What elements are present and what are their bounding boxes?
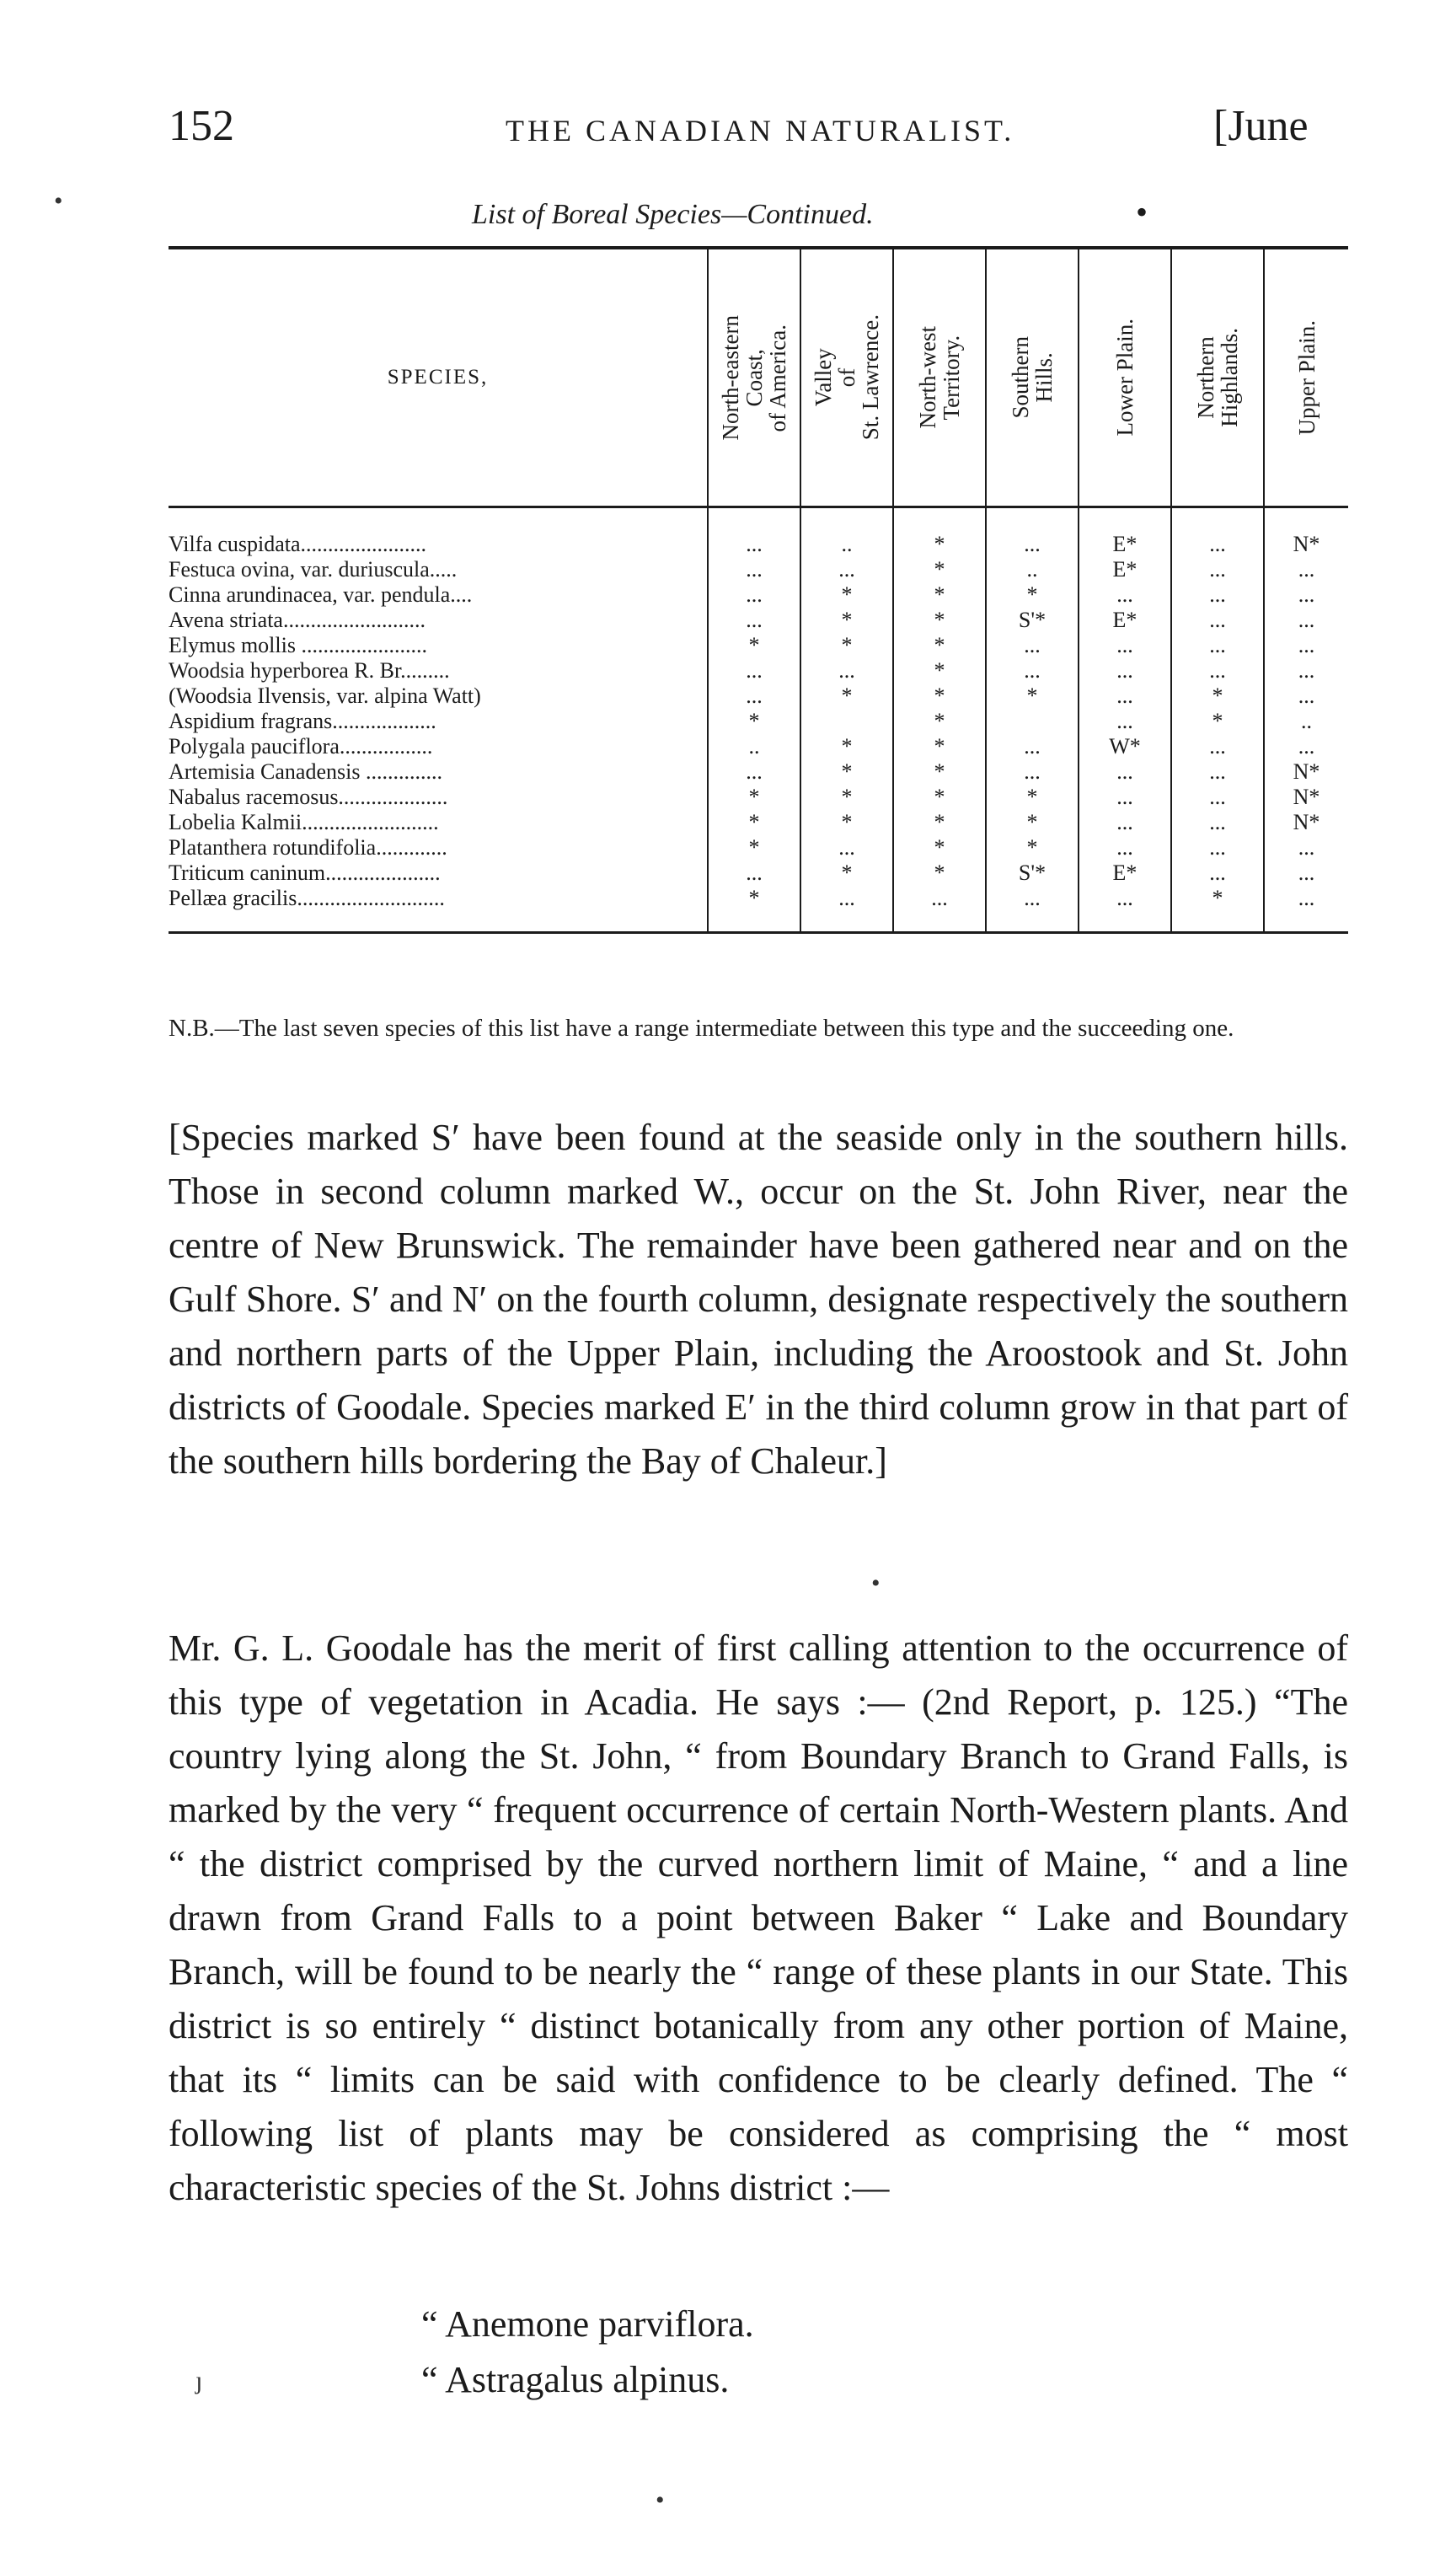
range-cell: * [986,582,1079,608]
range-cell: * [986,835,1079,860]
range-cell: W* [1079,734,1171,759]
range-cell: ... [1079,886,1171,933]
range-cell: .. [1264,709,1348,734]
species-name: Nabalus racemosus.................... [169,785,448,809]
range-cell: * [800,734,893,759]
range-cell: * [986,684,1079,709]
species-name: Polygala pauciflora................. [169,734,433,759]
range-cell: ... [986,886,1079,933]
table-row [169,810,1348,835]
table-row [169,709,1348,734]
table-row [169,633,1348,658]
species-name: Aspidium fragrans................... [169,709,436,733]
range-cell: ... [1171,658,1264,684]
range-cell: * [893,810,986,835]
running-title: THE CANADIAN NATURALIST. [506,114,1015,147]
range-cell: ... [1171,810,1264,835]
range-cell: * [893,582,986,608]
range-cell: * [800,684,893,709]
range-cell: ... [800,835,893,860]
range-cell: * [1171,709,1264,734]
column-header [708,248,800,507]
species-name: Woodsia hyperborea R. Br......... [169,658,450,683]
range-cell: * [893,759,986,785]
range-cell: * [893,633,986,658]
range-cell: ... [1264,557,1348,582]
range-cell: E* [1079,557,1171,582]
range-cell: ... [708,860,800,886]
range-cell: ... [986,507,1079,558]
range-cell: * [708,886,800,933]
column-header-label: North-eastern Coast, of America. [718,314,790,441]
range-cell: ... [708,557,800,582]
range-cell: ... [986,633,1079,658]
range-cell: .. [986,557,1079,582]
species-column-header: SPECIES, [169,248,708,507]
table-row [169,582,1348,608]
range-cell: ... [800,557,893,582]
table-row [169,557,1348,582]
table-caption: List of Boreal Species—Continued. [472,199,874,230]
range-cell: ... [1171,582,1264,608]
range-cell: ... [800,658,893,684]
range-cell: * [893,608,986,633]
range-cell: ... [1079,709,1171,734]
range-cell: ... [1264,860,1348,886]
range-cell: * [800,785,893,810]
range-cell: * [893,709,986,734]
species-name: Pellæa gracilis........................... [169,886,708,933]
column-header-label: Southern Hills. [1008,336,1057,419]
range-cell: ... [1264,835,1348,860]
species-name: Elymus mollis ....................... [169,633,427,657]
column-header-label: North-west Territory. [915,326,964,429]
stray-dot-mark: • [656,2486,665,2514]
table-row [169,658,1348,684]
table-header-row [169,248,1348,507]
species-name: Festuca ovina, var. duriuscula..... [169,557,458,582]
species-table [169,246,1348,934]
range-cell: * [893,835,986,860]
table-row [169,734,1348,759]
range-cell: ... [1079,684,1171,709]
range-cell: * [708,709,800,734]
plant-list-item: “ Anemone parviflora. [421,2303,754,2345]
range-cell: ... [1171,860,1264,886]
margin-tick-mark: ȷ [195,2367,203,2394]
caption-mark: • [1136,193,1148,231]
issue-month: [June [1213,102,1309,150]
range-cell: * [1171,684,1264,709]
range-cell: * [708,810,800,835]
range-cell: ... [1171,734,1264,759]
range-cell: N* [1264,785,1348,810]
range-cell: ... [1171,759,1264,785]
range-cell: * [800,582,893,608]
column-header [893,248,986,507]
range-cell: * [800,860,893,886]
range-cell: ... [1079,835,1171,860]
range-cell: S'* [986,860,1079,886]
range-cell: .. [800,507,893,558]
species-name: Cinna arundinacea, var. pendula.... [169,582,473,607]
column-header-label: Valley of St. Lawrence. [811,314,883,441]
plant-list-item: “ Astragalus alpinus. [421,2359,730,2400]
range-cell: N* [1264,507,1348,558]
range-cell: S'* [986,608,1079,633]
range-cell: E* [1079,608,1171,633]
range-cell: * [800,810,893,835]
range-cell: ... [708,658,800,684]
paragraph-goodale-quote: Mr. G. L. Goodale has the merit of first calling attention to the occurrence of this type of vegetation in Acadia. He says :— (2nd Report, p. 125.) “The country lying along the St. John, “ from Boundary Branch to Grand Falls, is marked by the very “ frequent occurrence of certain North-Western plants. And “ the district comprised by the curved northern limit of Maine, “ and a line drawn from Grand Falls to a point between Baker “ Lake and Boundary Branch, will be found to be nearly the “ range of these plants in our State. This district is so entirely “ distinct botanically from any other portion of Maine, that its “ limits can be said with confidence to be clearly defined. The “ following list of plants may be considered as comprising the “ most characteristic species of the St. Johns district :— [169,1627,1348,2208]
paragraph-species-marks: [Species marked S′ have been found at the seaside only in the southern hills. Those in second column marked W., occur on the St. John River, near the centre of New Brunswick. The remainder have been gathered near and on the Gulf Shore. S′ and N′ on the fourth column, designate respectively the southern and northern parts of the Upper Plain, including the Aroostook and St. John districts of Goodale. Species marked E′ in the third column grow in that part of the southern hills bordering the Bay of Chaleur.] [169,1117,1348,1482]
species-name: Avena striata.......................... [169,608,426,632]
table-row [169,684,1348,709]
column-header-label: Upper Plain. [1293,319,1320,436]
range-cell: ... [986,734,1079,759]
column-header [1079,248,1171,507]
species-name: Lobelia Kalmii......................... [169,810,439,834]
range-cell: ... [986,759,1079,785]
range-cell: ... [1079,785,1171,810]
table-row [169,886,1348,933]
range-cell: * [893,557,986,582]
range-cell: ... [800,886,893,933]
species-name: (Woodsia Ilvensis, var. alpina Watt) [169,684,481,708]
range-cell: * [893,860,986,886]
range-cell: * [800,759,893,785]
range-cell: * [800,608,893,633]
range-cell: * [893,658,986,684]
table-row [169,785,1348,810]
range-cell: ... [1264,582,1348,608]
range-cell: * [708,785,800,810]
column-header [1171,248,1264,507]
range-cell: E* [1079,860,1171,886]
page-number: 152 [169,102,234,150]
table-row [169,759,1348,785]
range-cell: ... [1171,608,1264,633]
column-header-label: Northern Highlands. [1193,328,1242,427]
species-name: Platanthera rotundifolia............. [169,835,447,860]
range-cell [800,709,893,734]
range-cell: N* [1264,810,1348,835]
range-cell: ... [708,608,800,633]
column-header [800,248,893,507]
range-cell: * [893,785,986,810]
range-cell: ... [1264,658,1348,684]
stray-dot-mark: • [871,1569,881,1597]
table-footnote: N.B.—The last seven species of this list have a range intermediate between this type and the succeeding one. [169,1015,1234,1042]
species-rows [169,507,1348,933]
range-cell: ... [1171,633,1264,658]
column-header [986,248,1079,507]
range-cell: * [893,734,986,759]
range-cell: * [986,785,1079,810]
range-cell: ... [1171,835,1264,860]
range-cell: * [893,507,986,558]
table-row [169,860,1348,886]
range-cell: ... [1264,633,1348,658]
range-cell: ... [708,582,800,608]
range-cell: ... [1171,507,1264,558]
range-cell: ... [1171,557,1264,582]
range-cell: E* [1079,507,1171,558]
range-cell: * [986,810,1079,835]
table-row [169,608,1348,633]
range-cell: ... [708,507,800,558]
range-cell: ... [1264,886,1348,933]
range-cell: ... [1079,658,1171,684]
range-cell: ... [1264,684,1348,709]
range-cell: * [893,684,986,709]
range-cell: ... [893,886,986,933]
range-cell: ... [1079,810,1171,835]
range-cell: ... [1264,608,1348,633]
table-row [169,507,1348,558]
range-cell: * [1171,886,1264,933]
table-row [169,835,1348,860]
page-header [0,101,1456,169]
range-cell: ... [1264,734,1348,759]
column-header-label: Lower Plain. [1112,319,1138,437]
range-cell: ... [1079,582,1171,608]
species-name: Triticum caninum..................... [169,860,441,885]
column-header [1264,248,1348,507]
stray-dot-mark: • [54,187,63,215]
range-cell: N* [1264,759,1348,785]
range-cell: ... [1079,759,1171,785]
range-cell: ... [708,759,800,785]
range-cell: * [800,633,893,658]
range-cell: ... [708,684,800,709]
species-name: Artemisia Canadensis .............. [169,759,442,784]
range-cell: ... [1171,785,1264,810]
range-cell: ... [1079,633,1171,658]
range-cell: * [708,835,800,860]
range-cell [986,709,1079,734]
range-cell: ... [986,658,1079,684]
range-cell: * [708,633,800,658]
species-name: Vilfa cuspidata....................... [169,532,427,556]
range-cell: .. [708,734,800,759]
